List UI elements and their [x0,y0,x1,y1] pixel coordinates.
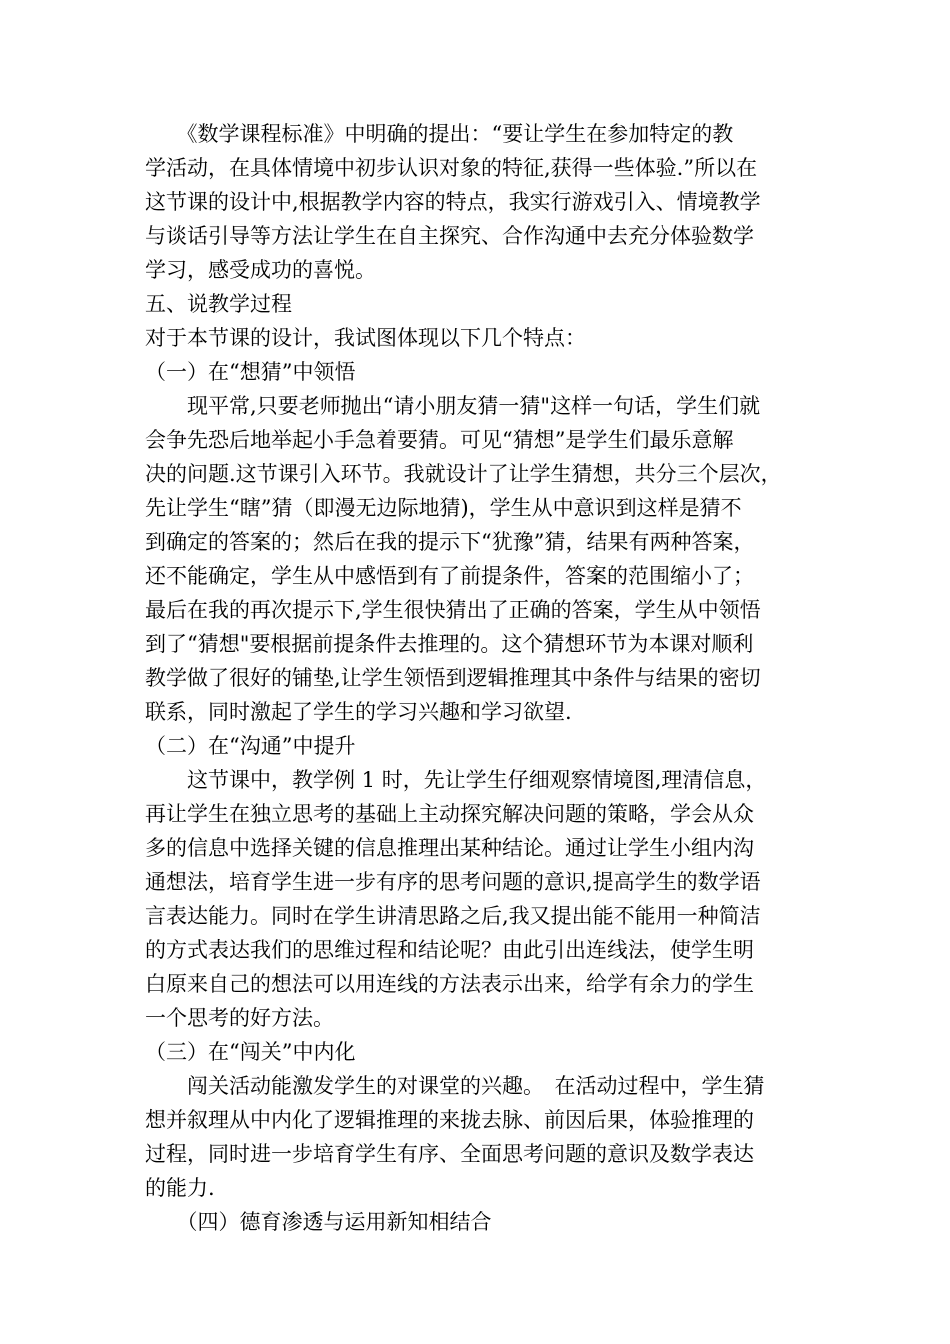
text-line: 通想法，培育学生进一步有序的思考问题的意识,提高学生的数学语 [145,870,761,894]
text-line: 这节课的设计中,根据教学内容的特点，我实行游戏引入、情境教学 [145,190,761,214]
subsection-heading: （一）在“想猜”中领悟 [145,360,356,384]
text-line: 到确定的答案的；然后在我的提示下“犹豫”猜，结果有两种答案， [145,530,755,554]
text-line: 多的信息中选择关键的信息推理出某种结论。通过让学生小组内沟 [145,836,754,860]
subsection-heading: （四）德育渗透与运用新知相结合 [145,1210,492,1234]
text-line: 这节课中，教学例 1 时，先让学生仔细观察情境图,理清信息， [145,768,767,792]
text-line: 教学做了很好的铺垫,让学生领悟到逻辑推理其中条件与结果的密切 [145,666,761,690]
text-line: 的方式表达我们的思维过程和结论呢？由此引出连线法，使学生明 [145,938,754,962]
text-line: 决的问题.这节课引入环节。我就设计了让学生猜想，共分三个层次， [145,462,782,486]
text-line: 现平常,只要老师抛出“请小朋友猜一猜"这样一句话，学生们就 [145,394,761,418]
text-line: 会争先恐后地举起小手急着要猜。可见“猜想”是学生们最乐意解 [145,428,734,452]
text-line: 的能力. [145,1176,215,1200]
text-line: 学习，感受成功的喜悦。 [145,258,376,282]
text-line: 学活动，在具体情境中初步认识对象的特征,获得一些体验.”所以在 [145,156,758,180]
text-line: 还不能确定，学生从中感悟到有了前提条件，答案的范围缩小了； [145,564,754,588]
subsection-heading: （二）在“沟通”中提升 [145,734,356,758]
text-line: 想并叙理从中内化了逻辑推理的来拢去脉、前因后果，体验推理的 [145,1108,754,1132]
text-line: 最后在我的再次提示下,学生很快猜出了正确的答案，学生从中领悟 [145,598,761,622]
subsection-heading: （三）在“闯关”中内化 [145,1040,356,1064]
text-line: 再让学生在独立思考的基础上主动探究解决问题的策略，学会从众 [145,802,754,826]
text-line: 联系，同时激起了学生的学习兴趣和学习欲望. [145,700,572,724]
text-line: 《数学课程标准》中明确的提出：“要让学生在参加特定的教 [145,122,734,146]
text-line: 一个思考的好方法。 [145,1006,334,1030]
section-heading: 五、说教学过程 [145,292,292,316]
text-line: 言表达能力。同时在学生讲清思路之后,我又提出能不能用一种简洁 [145,904,761,928]
text-line: 对于本节课的设计，我试图体现以下几个特点： [145,326,586,350]
text-line: 先让学生“瞎”猜（即漫无边际地猜)，学生从中意识到这样是猜不 [145,496,742,520]
text-line: 过程，同时进一步培育学生有序、全面思考问题的意识及数学表达 [145,1142,754,1166]
text-line: 与谈话引导等方法让学生在自主探究、合作沟通中去充分体验数学 [145,224,754,248]
text-line: 闯关活动能激发学生的对课堂的兴趣。 在活动过程中，学生猜 [145,1074,765,1098]
text-line: 到了“猜想"要根据前提条件去推理的。这个猜想环节为本课对顺利 [145,632,754,656]
text-line: 白原来自己的想法可以用连线的方法表示出来，给学有余力的学生 [145,972,754,996]
